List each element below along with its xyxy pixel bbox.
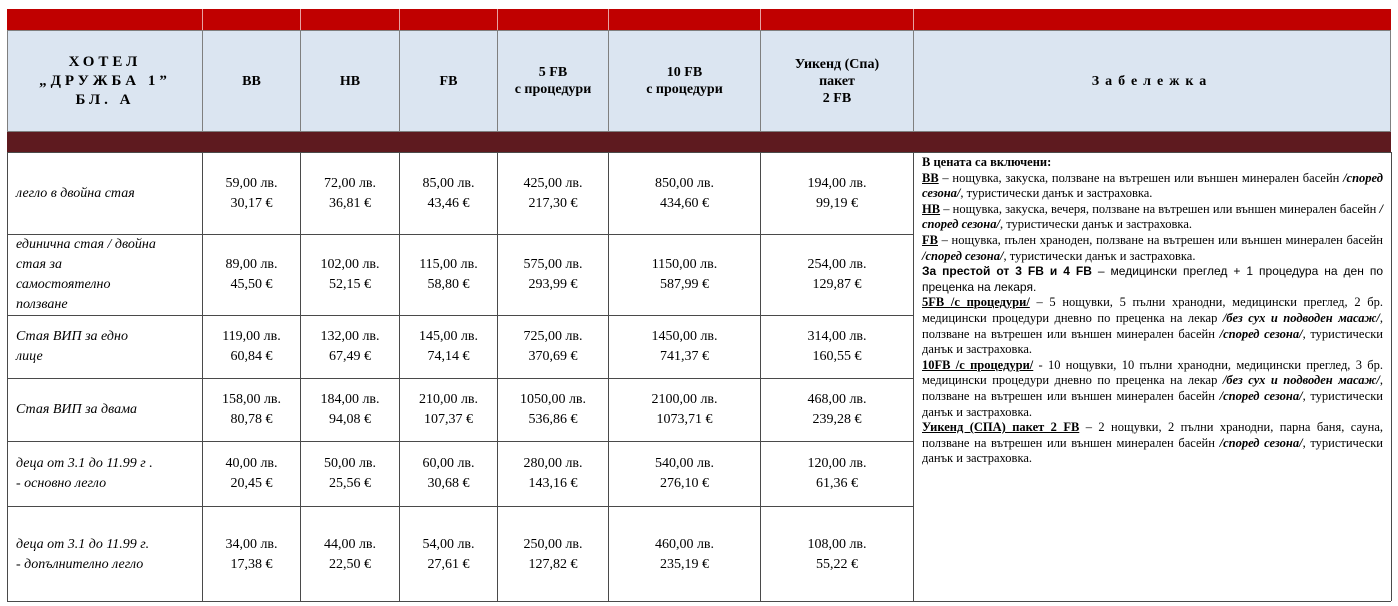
price-bgn: 54,00 лв. — [422, 536, 475, 552]
price-eur: 107,37 € — [424, 412, 473, 427]
price-bgn: 72,00 лв. — [323, 175, 377, 191]
hotel-line: „ДРУЖБА 1” — [39, 72, 171, 89]
table-body — [7, 152, 1391, 602]
price-bgn: 314,00 лв. — [807, 329, 867, 344]
price-bgn: 250,00 лв. — [523, 536, 583, 552]
top-red-bar — [7, 9, 1391, 30]
hotel-line: БЛ. А — [75, 91, 135, 108]
price-bgn: 1150,00 лв. — [651, 257, 718, 272]
price-cell-5fb — [498, 379, 609, 441]
price-eur: 370,69 € — [528, 349, 578, 364]
price-bgn: 108,00 лв. — [807, 536, 867, 552]
price-bgn: 115,00 лв. — [419, 257, 478, 272]
price-bgn: 254,00 лв. — [807, 257, 867, 272]
price-cell-fb — [400, 153, 498, 234]
price-eur: 27,61 € — [427, 556, 470, 572]
price-eur: 239,28 € — [812, 412, 862, 427]
price-cell-weekend-spa — [761, 153, 914, 234]
price-bgn: 1450,00 лв. — [651, 329, 718, 344]
price-bgn: 34,00 лв. — [225, 536, 278, 552]
price-bgn: 184,00 лв. — [320, 392, 380, 407]
price-cell-hb — [301, 153, 400, 234]
price-cell-hb — [301, 379, 400, 441]
room-type-label: Стая ВИП за двама — [8, 379, 203, 441]
column-header-bb: BB — [203, 31, 301, 131]
price-cell-5fb — [498, 442, 609, 506]
price-cell-5fb — [498, 235, 609, 315]
price-eur: 434,60 € — [660, 195, 709, 211]
column-header-weekend-spa: Уикенд (Спа) пакет 2 FB — [761, 31, 914, 131]
price-cell-bb — [203, 235, 301, 315]
note-5fb: 5FB /с процедури/ – 5 нощувки, 5 пълни хранодни, медицински преглед, 2 бр. медицински процедури дневно по преценка на лекар /без сух и подводен масаж/, ползване на вътрешен или външен минерален басейн /според сезона/, туристически данък и застраховка. — [922, 295, 1383, 357]
price-eur: 43,46 € — [427, 195, 470, 211]
price-cell-10fb — [609, 153, 761, 234]
column-header-10fb: 10 FB с процедури — [609, 31, 761, 131]
price-bgn: 468,00 лв. — [807, 392, 867, 407]
price-eur: 127,82 € — [528, 556, 578, 572]
price-eur: 741,37 € — [660, 349, 709, 364]
price-cell-10fb — [609, 379, 761, 441]
price-bgn: 725,00 лв. — [523, 329, 583, 344]
room-type-label: деца от 3.1 до 11.99 г. - допълнително легло — [8, 507, 203, 602]
note-hb: HB – нощувка, закуска, вечеря, ползване на вътрешен или външен минерален басейн /според сезона/, туристически данък и застраховка. — [922, 201, 1383, 232]
price-eur: 30,17 € — [230, 195, 273, 211]
price-eur: 160,55 € — [812, 349, 862, 364]
room-type-label: легло в двойна стая — [8, 153, 203, 234]
price-bgn: 119,00 лв. — [222, 329, 281, 344]
price-cell-fb — [400, 379, 498, 441]
price-cell-fb — [400, 507, 498, 602]
price-cell-weekend-spa — [761, 235, 914, 315]
price-cell-hb — [301, 316, 400, 378]
price-bgn: 120,00 лв. — [807, 456, 867, 471]
price-bgn: 59,00 лв. — [225, 175, 278, 191]
table-header — [7, 30, 1391, 132]
room-type-label: Стая ВИП за едно лице — [8, 316, 203, 378]
price-cell-10fb — [609, 235, 761, 315]
price-bgn: 194,00 лв. — [807, 175, 867, 191]
price-eur: 55,22 € — [816, 556, 858, 572]
table-row — [8, 152, 914, 234]
note-weekend-spa: Уикенд (СПА) пакет 2 FB – 2 нощувки, 2 пълни хранодни, парна баня, сауна, ползване на вътрешен или външен минерален басейн /според сезона/, туристически данък и застраховка. — [922, 420, 1383, 466]
column-header-5fb: 5 FB с процедури — [498, 31, 609, 131]
table-row — [8, 441, 914, 506]
price-cell-hb — [301, 507, 400, 602]
price-eur: 25,56 € — [329, 476, 371, 491]
price-eur: 80,78 € — [230, 412, 273, 427]
price-eur: 17,38 € — [230, 556, 273, 572]
price-eur: 22,50 € — [329, 556, 371, 572]
price-cell-5fb — [498, 316, 609, 378]
table-row — [8, 506, 914, 602]
price-bgn: 280,00 лв. — [523, 456, 583, 471]
price-eur: 99,19 € — [816, 195, 858, 211]
price-eur: 129,87 € — [812, 277, 862, 292]
dark-divider-bar — [7, 132, 1391, 152]
price-bgn: 44,00 лв. — [323, 536, 377, 552]
table-row — [8, 378, 914, 441]
price-eur: 587,99 € — [660, 277, 709, 292]
room-type-label: единична стая / двойна стая за самостоятелно ползване — [8, 235, 203, 315]
notes-cell — [914, 152, 1392, 601]
price-eur: 20,45 € — [230, 476, 273, 491]
price-eur: 36,81 € — [329, 195, 371, 211]
price-cell-5fb — [498, 507, 609, 602]
note-bb: BB – нощувка, закуска, ползване на вътрешен или външен минерален басейн /според сезона/, туристически данък и застраховка. — [922, 170, 1383, 201]
price-eur: 58,80 € — [427, 277, 470, 292]
notes-title: В цената са включени: — [922, 155, 1052, 169]
price-cell-hb — [301, 442, 400, 506]
column-header-note: Забележка — [914, 31, 1391, 131]
price-bgn: 540,00 лв. — [654, 456, 715, 471]
price-eur: 276,10 € — [660, 476, 709, 491]
price-eur: 74,14 € — [427, 349, 470, 364]
price-cell-bb — [203, 379, 301, 441]
price-bgn: 40,00 лв. — [225, 456, 278, 471]
price-cell-10fb — [609, 442, 761, 506]
price-eur: 536,86 € — [528, 412, 578, 427]
price-cell-bb — [203, 153, 301, 234]
price-cell-10fb — [609, 316, 761, 378]
hotel-line: ХОТЕЛ — [68, 53, 142, 70]
note-fb: FB – нощувка, пълен хранoден, ползване на вътрешен или външен минерален басейн /според сезона/, туристически данък и застраховка. — [922, 232, 1383, 263]
price-bgn: 158,00 лв. — [221, 392, 282, 407]
room-type-label: деца от 3.1 до 11.99 г . - основно легло — [8, 442, 203, 506]
price-bgn: 850,00 лв. — [654, 175, 715, 191]
price-cell-fb — [400, 235, 498, 315]
price-eur: 1073,71 € — [656, 412, 713, 427]
price-eur: 30,68 € — [427, 476, 470, 491]
price-bgn: 460,00 лв. — [654, 536, 715, 552]
column-header-fb: FB — [400, 31, 498, 131]
price-cell-weekend-spa — [761, 379, 914, 441]
price-eur: 235,19 € — [660, 556, 709, 572]
price-cell-bb — [203, 442, 301, 506]
table-row — [8, 315, 914, 378]
price-cell-bb — [203, 316, 301, 378]
price-bgn: 2100,00 лв. — [651, 392, 718, 407]
price-bgn: 425,00 лв. — [523, 175, 583, 191]
price-bgn: 210,00 лв. — [418, 392, 479, 407]
price-eur: 45,50 € — [230, 277, 273, 292]
price-eur: 52,15 € — [329, 277, 371, 292]
price-bgn: 1050,00 лв. — [519, 392, 587, 407]
price-bgn: 575,00 лв. — [523, 257, 583, 272]
price-cell-5fb — [498, 153, 609, 234]
note-stay-3-4fb: За престой от 3 FB и 4 FB – медицински преглед + 1 процедура на ден по преценка на лекаря. — [922, 264, 1383, 294]
price-cell-weekend-spa — [761, 316, 914, 378]
table-row — [8, 234, 914, 315]
price-eur: 94,08 € — [329, 412, 371, 427]
price-bgn: 89,00 лв. — [225, 257, 278, 272]
price-cell-weekend-spa — [761, 507, 914, 602]
price-eur: 61,36 € — [816, 476, 858, 491]
price-bgn: 50,00 лв. — [323, 456, 377, 471]
hotel-name-header — [7, 31, 203, 131]
price-cell-fb — [400, 316, 498, 378]
price-bgn: 85,00 лв. — [422, 175, 475, 191]
price-cell-bb — [203, 507, 301, 602]
note-10fb: 10FB /с процедури/ - 10 нощувки, 10 пълни хранодни, медицински преглед, 3 бр. медицински процедури дневно по преценка на лекар /без сух и подводен масаж/, ползване на вътрешен или външен минерален басейн /според сезона/, туристически данък и застраховка. — [922, 357, 1383, 419]
price-bgn: 145,00 лв. — [418, 329, 479, 344]
price-bgn: 60,00 лв. — [422, 456, 475, 471]
price-eur: 67,49 € — [329, 349, 371, 364]
price-bgn: 102,00 лв. — [320, 257, 380, 272]
price-cell-hb — [301, 235, 400, 315]
price-cell-10fb — [609, 507, 761, 602]
price-eur: 217,30 € — [528, 195, 578, 211]
price-bgn: 132,00 лв. — [320, 329, 380, 344]
price-cell-weekend-spa — [761, 442, 914, 506]
price-eur: 293,99 € — [528, 277, 578, 292]
column-header-hb: HB — [301, 31, 400, 131]
price-cell-fb — [400, 442, 498, 506]
price-eur: 60,84 € — [230, 349, 273, 364]
price-eur: 143,16 € — [528, 476, 578, 491]
